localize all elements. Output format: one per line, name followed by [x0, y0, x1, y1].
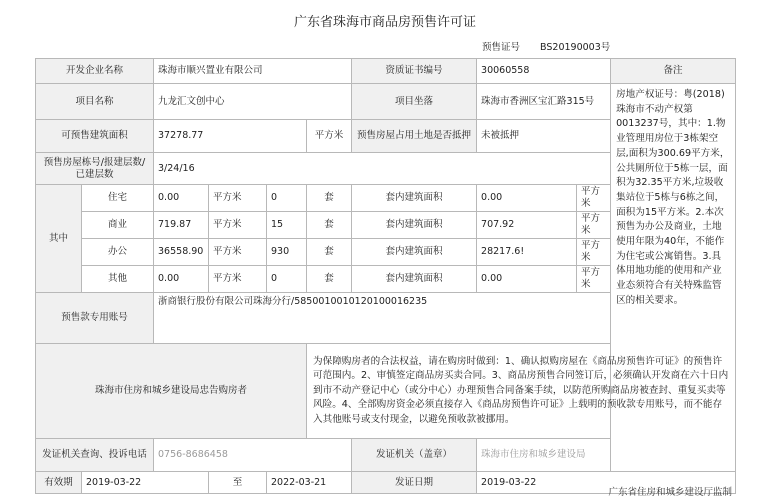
- breakdown-type: 商业: [82, 212, 154, 239]
- breakdown-inner-area: 28217.6!: [477, 239, 577, 266]
- area-unit: 平方米: [307, 120, 352, 153]
- phone-label: 发证机关查询、投诉电话: [36, 439, 154, 472]
- cert-number-label: 预售证号: [482, 42, 521, 53]
- developer-value: 珠海市顺兴置业有限公司: [154, 59, 352, 84]
- notice-org: 珠海市住房和城乡建设局忠告购房者: [36, 344, 307, 439]
- issue-date-value: 2019-03-22: [477, 472, 736, 494]
- breakdown-inner-unit: 平方米: [577, 266, 611, 293]
- remark-text: 房地产权证号：粤(2018)珠海市不动产权第0013237号，其中：1.物业管理用房位于3栋架空层,面积为300.69平方米，公共厕所位于5栋一层，面积为32.35平方米,垃圾收集站位于5栋与6栋之间，面积为15平方米。2.本次预售为办公及商业，土地使用年限为40年，不能作为住宅或公寓销售。3.具体用地功能的使用和产业业态须符合有关特殊监管区的相关要求。: [611, 84, 736, 472]
- breakdown-area-unit: 平方米: [209, 185, 267, 212]
- account-value: 浙商银行股份有限公司珠海分行/585001001012010001623​5: [154, 293, 611, 344]
- footer-text: 广东省住房和城乡建设厅监制: [608, 487, 732, 498]
- breakdown-inner-area: 0.00: [477, 185, 577, 212]
- breakdown-area-unit: 平方米: [209, 266, 267, 293]
- issuer-label: 发证机关（盖章）: [352, 439, 477, 472]
- breakdown-inner-unit: 平方米: [577, 239, 611, 266]
- project-label: 项目名称: [36, 84, 154, 120]
- breakdown-type: 办公: [82, 239, 154, 266]
- validity-to: 2022-03-21: [267, 472, 352, 494]
- breakdown-count: 15: [267, 212, 307, 239]
- breakdown-area-unit: 平方米: [209, 239, 267, 266]
- breakdown-inner-area: 0.00: [477, 266, 577, 293]
- breakdown-count: 0: [267, 185, 307, 212]
- qualification-label: 资质证书编号: [352, 59, 477, 84]
- breakdown-inner-label: 套内建筑面积: [352, 212, 477, 239]
- breakdown-count-unit: 套: [307, 239, 352, 266]
- qualification-value: 30060558: [477, 59, 611, 84]
- cert-number-value: BS20190003号: [540, 42, 611, 53]
- mortgage-value: 未被抵押: [477, 120, 611, 153]
- breakdown-type: 其他: [82, 266, 154, 293]
- remark-label: 备注: [611, 59, 736, 84]
- validity-label: 有效期: [36, 472, 82, 494]
- breakdown-inner-label: 套内建筑面积: [352, 185, 477, 212]
- location-label: 项目坐落: [352, 84, 477, 120]
- breakdown-inner-unit: 平方米: [577, 212, 611, 239]
- notice-text: 为保障购房者的合法权益，请在购房时做到：1、确认拟购房屋在《商品房预售许可证》的预售许可范围内。2、审慎签定商品房买卖合同。3、商品房预售合同签订后，必须确认开发商在六十日内到市不动产登记中心（或分中心）办理预售合同备案手续，以防范所购商品房被查封、重复买卖等风险。4、全部购房资金必须直接存入《商品房预售许可证》上载明的预收款专用账号，而不能存入其他账号或支付现金，以避免预收款被挪用。: [307, 344, 736, 439]
- breakdown-area: 0.00: [154, 185, 209, 212]
- area-value: 37278.77: [154, 120, 307, 153]
- breakdown-label: 其中: [36, 185, 82, 293]
- validity-to-label: 至: [209, 472, 267, 494]
- location-value: 珠海市香洲区宝汇路315号: [477, 84, 611, 120]
- permit-table: [35, 58, 736, 494]
- validity-from: 2019-03-22: [82, 472, 209, 494]
- breakdown-inner-area: 707.92: [477, 212, 577, 239]
- breakdown-area: 0.00: [154, 266, 209, 293]
- breakdown-inner-label: 套内建筑面积: [352, 266, 477, 293]
- document-title: 广东省珠海市商品房预售许可证: [293, 15, 476, 30]
- breakdown-inner-label: 套内建筑面积: [352, 239, 477, 266]
- breakdown-count-unit: 套: [307, 212, 352, 239]
- area-label: 可预售建筑面积: [36, 120, 154, 153]
- phone-value: 0756-8686458: [154, 439, 352, 472]
- floors-value: 3/24/16: [154, 153, 611, 185]
- breakdown-count-unit: 套: [307, 266, 352, 293]
- breakdown-count-unit: 套: [307, 185, 352, 212]
- breakdown-count: 930: [267, 239, 307, 266]
- mortgage-label: 预售房屋占用土地是否抵押: [352, 120, 477, 153]
- breakdown-count: 0: [267, 266, 307, 293]
- issue-date-label: 发证日期: [352, 472, 477, 494]
- breakdown-area-unit: 平方米: [209, 212, 267, 239]
- floors-label: 预售房屋栋号/报建层数/已建层数: [36, 153, 154, 185]
- issuer-value: 珠海市住房和城乡建设局: [477, 439, 736, 472]
- breakdown-inner-unit: 平方米: [577, 185, 611, 212]
- breakdown-area: 719.87: [154, 212, 209, 239]
- cert-number: [482, 39, 610, 53]
- developer-label: 开发企业名称: [36, 59, 154, 84]
- project-value: 九龙汇文创中心: [154, 84, 352, 120]
- breakdown-type: 住宅: [82, 185, 154, 212]
- breakdown-area: 36558.90: [154, 239, 209, 266]
- account-label: 预售款专用账号: [36, 293, 154, 344]
